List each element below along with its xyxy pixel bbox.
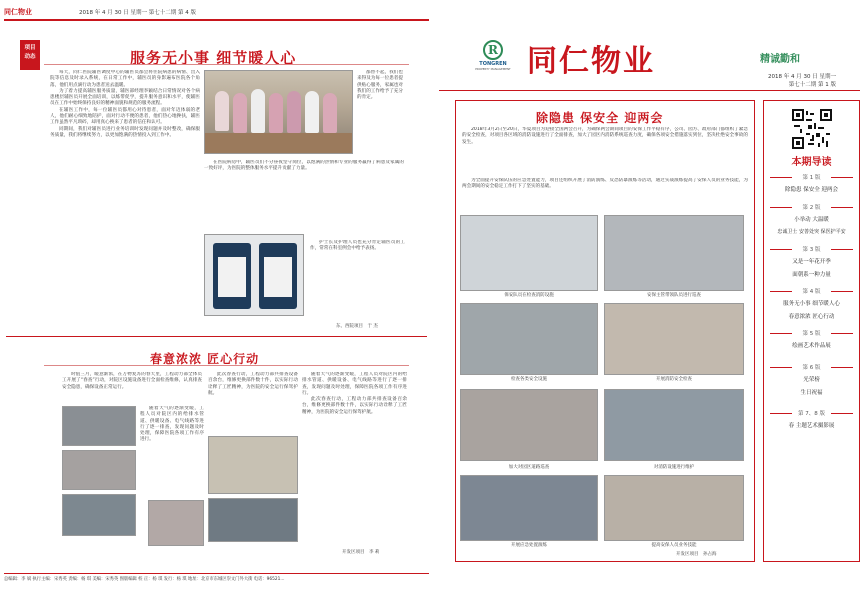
article1-paragraph: 在辅医工作中，每一位辅医员都用心对待患者，面对年迈体弱的老人，他们耐心细致地陪护，面对行动不便的患者，他们热心地搀扶，辅医工作虽然平凡琐碎，却用真心换来了患者的信任和认可。 <box>50 107 200 126</box>
toc-item[interactable]: 又是一年花开季 <box>792 259 831 265</box>
article-separator <box>6 336 427 337</box>
toc-item[interactable]: 春意浓浓 匠心行动 <box>788 314 835 320</box>
qr-code-icon <box>792 109 832 149</box>
page-header <box>4 6 429 18</box>
article1-body <box>50 70 200 306</box>
article2-col3 <box>302 372 407 544</box>
toc-edition-7[interactable] <box>764 393 859 429</box>
toc-edition-1[interactable] <box>764 171 859 193</box>
inspection-photo-8 <box>604 475 744 541</box>
work-photo-2 <box>62 450 136 490</box>
page-one <box>433 0 866 600</box>
article1-paragraph: 为了着力提高辅医服务质量，辅医部经理李颖结合日常情况对各个病患楼层辅医员开展全面培训，以练带促学，提升服务意识和水平，使辅医员在工作中始终保持良好的精神面貌和规范的服务流程。 <box>50 88 200 107</box>
article2-col2 <box>208 372 298 432</box>
badge-caption-text <box>310 240 405 300</box>
slogan: 精诚勤和 <box>760 54 800 65</box>
article2-col1-text: 时值三月，暖意渐浓，在万物复苏的春天里，工程动力部全体员工开展了“春查”行动，对院区设施设备进行全面检查维修，认真排查安全隐患，确保设备正常运行。 <box>62 372 202 390</box>
column-tag <box>20 40 40 70</box>
column-tag-line1: 项目 <box>24 45 36 51</box>
badges-photo <box>204 234 304 316</box>
toc-edition-label: 第 1 版 <box>764 173 859 181</box>
header-brand: 同仁物业 <box>4 8 32 16</box>
photo-caption-7: 开展应急处置演练 <box>511 543 547 548</box>
toc-edition-4[interactable] <box>764 273 859 320</box>
badge-caption: 护士长及护理人员也充分肯定辅医员的工作，常常在科室例会中给予表扬。 <box>310 240 405 252</box>
article1-author: 东、西院项目 于 杰 <box>336 324 378 329</box>
inspection-photo-2 <box>604 215 744 291</box>
work-photo-4 <box>148 500 204 546</box>
article2-side-text: 随着天气的逐渐变暖，工程人员对院区内的给排水管道、供暖设备、电气线路等进行了逐一排查，发现问题及时处理，保障医院各项工作有序进行。 <box>140 406 204 443</box>
toc-edition-2[interactable] <box>764 193 859 233</box>
column-tag-line2: 动态 <box>24 54 36 60</box>
inspection-photo-5 <box>460 389 598 461</box>
toc-edition-6[interactable] <box>764 349 859 396</box>
article1-paragraph: 同期间，我们对辅医员进行业务培训时发现问题并及时整改，确保服务质量，我们将继续努力，以更加饱满的热情投入到工作中。 <box>50 126 200 138</box>
header-rule <box>4 19 429 21</box>
footer-rule <box>4 573 429 574</box>
toc-edition-3[interactable] <box>764 233 859 278</box>
article1-narrow-column <box>357 70 403 156</box>
photo-caption-8: 提高安保人员业务技能 <box>651 543 697 548</box>
toc-heading: 本期导读 <box>791 157 832 168</box>
logo-en-sub: PROPERTY MANAGEMENT <box>475 67 511 71</box>
article2-col3-text: 随着天气的逐渐变暖，工程人员对院区内的给排水管道、供暖设备、电气线路等进行了逐一排查，发现问题及时处理，保障医院各项工作有序进行。 <box>302 372 407 396</box>
photo-caption-2: 安保主管带领队员进行巡查 <box>647 293 701 298</box>
inspection-photo-7 <box>460 475 598 541</box>
main-article-body2 <box>462 178 748 210</box>
toc-item[interactable]: 面朝系一种力量 <box>792 272 831 278</box>
inspection-photo-4 <box>604 303 744 375</box>
logo-en: TONGREN <box>479 61 507 67</box>
main-article-box <box>455 100 755 562</box>
photo-caption-3: 检查各类安全设施 <box>511 377 547 382</box>
person-figure <box>215 91 229 131</box>
work-photo-1 <box>62 406 136 446</box>
toc-edition-label: 第 2 版 <box>764 203 859 211</box>
logo-mark-icon: R <box>483 40 503 60</box>
toc-edition-label: 第 6 版 <box>764 363 859 371</box>
toc-edition-label: 第 7、8 版 <box>764 409 859 417</box>
toc-list <box>764 171 859 429</box>
footer-credits: 总编辑：李 斌 执行主编：宋秀英 责编：杨 琪 美编：宋秀英 图版编辑 校 正：杨 琪 发行：杨 琪 地址：北京市东城区崇文门外大街 电话：96521... <box>4 577 285 582</box>
photo-caption-4: 开展消防安全检查 <box>656 377 692 382</box>
toc-item[interactable]: 光荣榜 <box>803 377 820 383</box>
person-figure <box>251 89 265 133</box>
toc-edition-label: 第 5 版 <box>764 329 859 337</box>
article1-lower-paragraph: 在医院病房中，辅医员们不分昼夜坚守岗位，以饱满的热情和专业的服务赢得了病患及家属的一致好评，为医院的整体服务水平提升贡献了力量。 <box>204 160 404 172</box>
toc-item[interactable]: 小举动 大温暖 <box>794 217 829 223</box>
article1-lower-text <box>204 160 404 230</box>
photo-caption-1: 保安队员在检查消防设施 <box>504 293 554 298</box>
article1-narrow-text: 都替不起，我们也来得及为每一位患者提供贴心服务，家属也对我们的工作给予了充分的肯定。 <box>357 70 403 101</box>
toc-item[interactable]: 服务无小事 细节暖人心 <box>783 301 840 307</box>
person-figure <box>287 91 301 133</box>
toc-item[interactable]: 绘画艺术作品展 <box>792 343 831 349</box>
article2-col3-text2: 此次春查行动，工程动力部共排查设备百余台，维修更换部件数十件，以实际行动诠释了工匠精神，为医院的安全运行保驾护航。 <box>302 397 407 415</box>
main-article-paragraph: 2018年3月2日至20日，华夏项目为迎接全国两会召开，为确保两会期间项目的安保工作平稳有序，公司、园方、政府部门都组织了紧急的安全检查，对项目各区域的消防设施进行了全面排查，加大了园区内消防系统巡查力度，确保各项安全措施落实到位，坚决杜绝安全事故的发生。 <box>462 127 748 145</box>
issue-line2: 第七十二期 第 1 版 <box>788 82 836 88</box>
inspection-photo-3 <box>460 303 598 375</box>
person-figure <box>269 93 283 133</box>
work-photo-6 <box>208 498 298 542</box>
toc-item[interactable]: 生日祝福 <box>800 390 823 396</box>
table-of-contents <box>763 100 860 562</box>
main-article-body <box>462 127 748 177</box>
main-article-paragraph2: 为全面提升安保队伍的应急处置能力，项目还组织开展了消防演练、反恐防暴演练等活动，通过实战演练提高了安保人员的业务技能，为两会期间的安全稳定工作打下了坚实的基础。 <box>462 178 748 190</box>
article2-author: 开发区项目 李 莉 <box>342 550 380 555</box>
floor <box>205 133 353 154</box>
masthead-rule <box>439 90 860 91</box>
work-photo-3 <box>62 494 136 536</box>
main-article-author: 开发区项目 孙占海 <box>676 552 717 557</box>
person-figure <box>323 93 337 133</box>
article2-col2-text: 此次春查行动，工程动力部共排查设备百余台，维修更换部件数十件，以实际行动诠释了工匠精神，为医院的安全运行保驾护航。 <box>208 372 298 396</box>
photo-caption-5: 加大对园区道路巡查 <box>508 465 550 470</box>
work-photo-5 <box>208 436 298 494</box>
masthead-title: 同仁物业 <box>527 44 655 79</box>
article1-paragraph: 每天，同仁医院辅医调度中心的辅医员都会将住院病患的病情、出入院等信息及时录入系统，在日常工作中，辅医员的身影遍布医院各个角落，他们用点滴行动为患者送去温暖。 <box>50 70 200 88</box>
photo-caption-6: 对消防设施进行维护 <box>653 465 695 470</box>
inspection-photo-1 <box>460 215 598 291</box>
person-figure <box>233 93 247 133</box>
article2-title: 春意浓浓 匠心行动 <box>150 352 260 366</box>
header-date: 2018 年 4 月 30 日 星期一 第七十二期 第 4 版 <box>79 10 196 16</box>
article2-rule <box>44 365 409 366</box>
badge-left <box>213 243 251 309</box>
toc-item[interactable]: 春 主题艺术摄影展 <box>788 423 835 429</box>
article1-title: 服务无小事 细节暖人心 <box>130 49 297 67</box>
badge-right <box>259 243 297 309</box>
company-logo <box>475 40 511 70</box>
article1-rule <box>44 64 409 65</box>
issue-line1: 2018 年 4 月 30 日 星期一 <box>768 74 836 80</box>
article2-col1 <box>62 372 202 402</box>
toc-item[interactable]: 忠诚卫士 安善处突 保医护平安 <box>777 229 846 235</box>
toc-edition-label: 第 4 版 <box>764 287 859 295</box>
toc-edition-label: 第 3 版 <box>764 245 859 253</box>
person-figure <box>305 91 319 133</box>
toc-item[interactable]: 除隐患 保安全 迎两会 <box>785 187 838 193</box>
inspection-photo-6 <box>604 389 744 461</box>
main-article-title: 除隐患 保安全 迎两会 <box>536 111 664 125</box>
staff-group-photo <box>204 70 353 154</box>
